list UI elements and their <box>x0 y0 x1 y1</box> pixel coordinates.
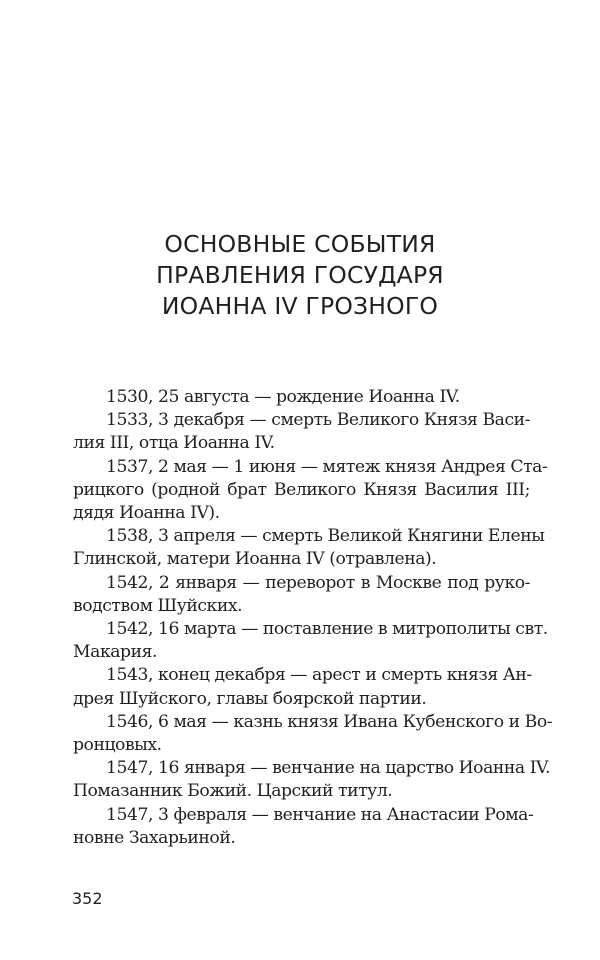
event-line: 1530, 25 августа — рождение Иоанна IV. <box>106 387 460 407</box>
event-line: Макария. <box>73 642 157 663</box>
event-line: 1533, 3 декабря — смерть Великого Князя Васи- <box>106 410 530 431</box>
event-line: лия III, отца Иоанна IV. <box>73 433 275 454</box>
event-line: новне Захарьиной. <box>73 827 236 848</box>
event-line: Помазанник Божий. Царский титул. <box>73 781 393 802</box>
event-line: 1547, 16 января — венчание на царство Иоанна IV. <box>106 758 550 779</box>
event-entry <box>73 386 530 409</box>
event-entry <box>73 618 548 664</box>
event-entry <box>73 572 530 618</box>
event-entry <box>73 664 530 710</box>
event-line: водством Шуйских. <box>73 595 243 616</box>
event-line: рицкого (родной брат Великого Князя Василия III; <box>73 479 530 500</box>
event-entry <box>73 757 550 803</box>
chapter-title-line: ИОАННА IV ГРОЗНОГО <box>161 292 439 320</box>
event-entry <box>73 711 553 757</box>
events-list <box>73 386 553 850</box>
event-entry <box>73 525 545 571</box>
event-entry <box>73 456 548 526</box>
event-line: 1542, 16 марта — поставление в митрополиты свт. <box>106 619 548 640</box>
event-line: 1543, конец декабря — арест и смерть князя Ан- <box>106 665 532 686</box>
event-line: 1537, 2 мая — 1 июня — мятеж князя Андрея Ста- <box>106 456 548 477</box>
event-entry <box>73 409 530 455</box>
event-line: ронцовых. <box>73 735 162 756</box>
chapter-title-line: ПРАВЛЕНИЯ ГОСУДАРЯ <box>156 261 444 289</box>
event-line: 1546, 6 мая — казнь князя Ивана Кубенского и Во- <box>106 711 553 732</box>
event-entry <box>73 804 534 850</box>
event-line: 1538, 3 апреля — смерть Великой Княгини Елены <box>106 526 545 547</box>
event-line: Глинской, матери Иоанна IV (отравлена). <box>73 549 437 570</box>
event-line: дрея Шуйского, главы боярской партии. <box>73 688 427 709</box>
event-line: 1547, 3 февраля — венчание на Анастасии Рома- <box>106 804 534 825</box>
event-line: 1542, 2 января — переворот в Москве под руко- <box>106 572 530 593</box>
chapter-title <box>0 229 600 322</box>
chapter-title-line: ОСНОВНЫЕ СОБЫТИЯ <box>164 230 436 258</box>
event-line: дядя Иоанна IV). <box>73 503 220 524</box>
page-number: 352 <box>72 889 103 908</box>
